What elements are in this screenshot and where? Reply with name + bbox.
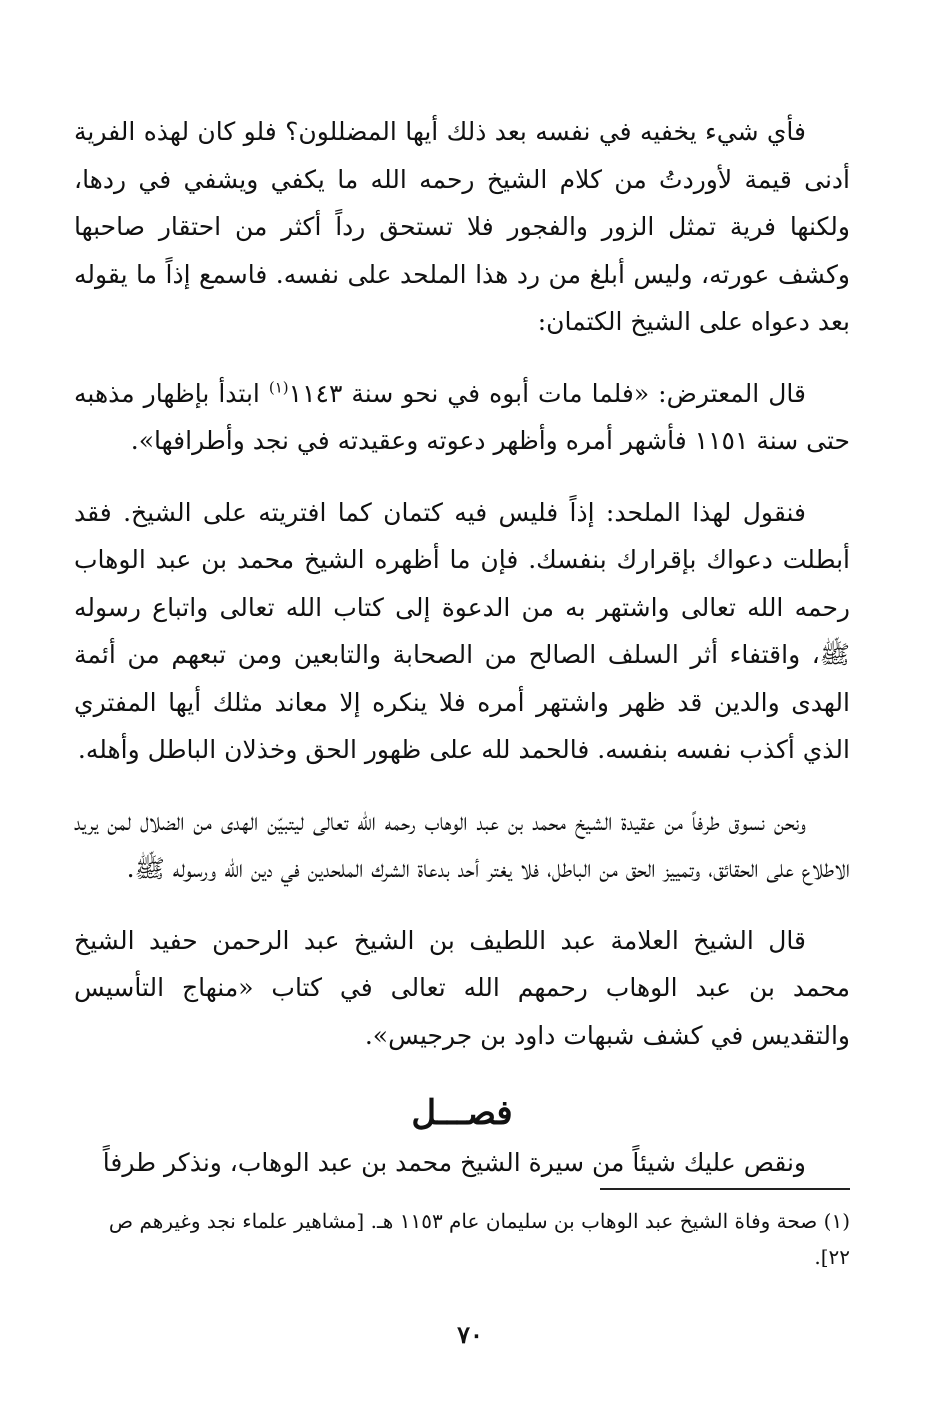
paragraph-2-after: ابتدأ بإظهار مذهبه حتى سنة ١١٥١ فأشهر أمره وأظهر دعوته وعقيدته في نجد وأطرافها». [74, 378, 850, 455]
section-heading-text: فصـــل [411, 1093, 513, 1133]
footnote-reference: (١) [268, 378, 289, 397]
paragraph-2 [74, 370, 850, 465]
paragraph-2-before: قال المعترض: «فلما مات أبوه في نحو سنة ١١٤٣ [288, 378, 806, 408]
paragraph-4: ونحن نسوق طرفاً من عقيدة الشيخ محمد بن عبد الوهاب رحمه الله تعالى ليتبيّن الهدى من الضلال لمن يريد الاطلاع على الحقائق، وتمييز الحق من الباطل، فلا يغتر أحد بدعاة الشرك الملحدين في دين الله ورسوله ﷺ. [74, 806, 850, 883]
closing-line: ونقص عليك شيئاً من سيرة الشيخ محمد بن عبد الوهاب، ونذكر طرفاً [102, 1148, 806, 1177]
paragraph-5: قال الشيخ العلامة عبد اللطيف بن الشيخ عبد الرحمن حفيد الشيخ محمد بن عبد الوهاب رحمهم الله تعالى في كتاب «منهاج التأسيس والتقديس في كشف شبهات داود بن جرجيس». [74, 925, 850, 1050]
paragraph-1: فأي شيء يخفيه في نفسه بعد ذلك أيها المضللون؟ فلو كان لهذه الفرية أدنى قيمة لأوردتُ من كلام الشيخ رحمه الله ما يكفي ويشفي في ردها، ولكنها فرية تمثل الزور والفجور فلا تستحق رداً أكثر من احتقار صاحبها وكشف عورته، وليس أبلغ من رد هذا الملحد على نفسه. فاسمع إذاً ما يقوله بعد دعواه على الشيخ الكتمان: [74, 117, 850, 336]
page-body [74, 108, 850, 1187]
paragraph-3: فنقول لهذا الملحد: إذاً فليس فيه كتمان كما افتريته على الشيخ. فقد أبطلت دعواك بإقرارك بنفسك. فإن ما أظهره الشيخ محمد بن عبد الوهاب رحمه الله تعالى واشتهر به من الدعوة إلى كتاب الله تعالى واتباع رسوله ﷺ، واقتفاء أثر السلف الصالح من الصحابة والتابعين ومن تبعهم من أئمة الهدى والدين قد ظهر واشتهر أمره فلا ينكره إلا معاند مثلك أيها المفتري الذي أكذب نفسه بنفسه. فالحمد لله على ظهور الحق وخذلان الباطل وأهله. [74, 497, 850, 764]
section-heading [74, 1087, 850, 1139]
page-number: ٧٠ [457, 1320, 483, 1349]
footnote: (١) صحة وفاة الشيخ عبد الوهاب بن سليمان عام ١١٥٣ هـ. [مشاهير علماء نجد وغيرهم ص ٢٢]. [108, 1209, 850, 1269]
footnote-divider [600, 1188, 850, 1190]
